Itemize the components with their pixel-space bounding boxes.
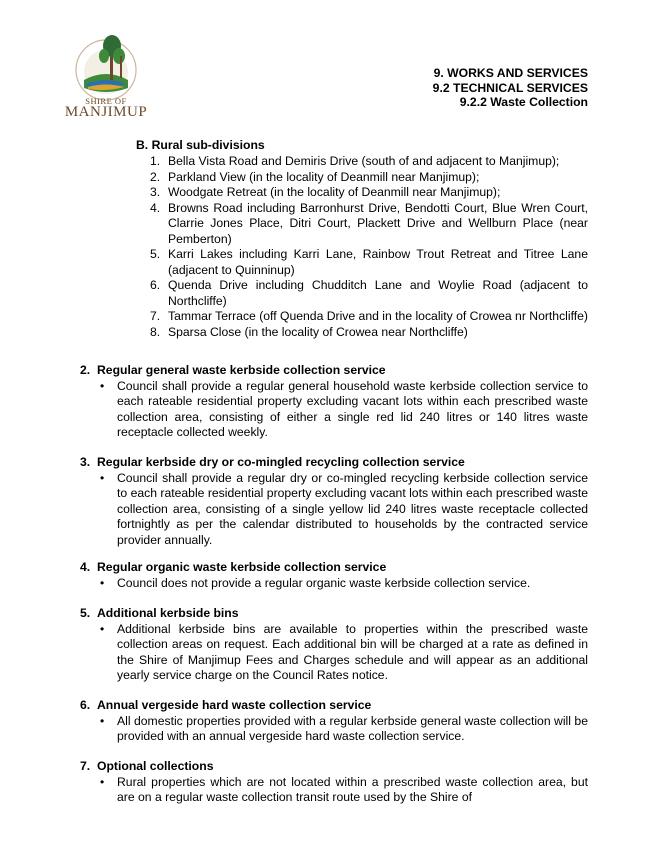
rural-subdivisions-list bbox=[150, 154, 588, 340]
bullet-paragraph: • Council shall provide a regular general household waste kerbside collection service to each rateable residential property excluding vacant lots within each prescribed waste collection area, consisting of either a single red lid 240 litres or 140 litres waste receptacle collected weekly. bbox=[100, 378, 588, 439]
section-organic-waste bbox=[80, 560, 588, 591]
list-item: 7. Tammar Terrace (off Quenda Drive and in the locality of Crowea nr Northcliffe) bbox=[150, 309, 588, 323]
header-line-2: 9.2 TECHNICAL SERVICES bbox=[432, 80, 588, 95]
bullet-paragraph: • Additional kerbside bins are available to properties within the prescribed waste collection areas on request. Each additional bin will be charged at a rate as defined in the Shire of Manjimup Fees and Charges schedule and will appear as an additional yearly service charge on the Council Rates notice. bbox=[100, 621, 588, 682]
section-optional-collections bbox=[80, 759, 588, 806]
list-item: 6. Quenda Drive including Chudditch Lane and Woylie Road (adjacent to Northcliffe) bbox=[150, 278, 588, 308]
section-additional-bins bbox=[80, 606, 588, 684]
section-heading: 6. Annual vergeside hard waste collection service bbox=[80, 698, 372, 712]
section-general-waste bbox=[80, 363, 588, 441]
section-hard-waste bbox=[80, 698, 588, 745]
bullet-paragraph: • All domestic properties provided with a regular kerbside general waste collection will be provided with an annual vergeside hard waste collection service. bbox=[100, 713, 588, 743]
section-heading: 7. Optional collections bbox=[80, 759, 214, 773]
list-item: 5. Karri Lakes including Karri Lane, Rainbow Trout Retreat and Titree Lane (adjacent to Quinninup) bbox=[150, 247, 588, 277]
section-heading: 3. Regular kerbside dry or co-mingled recycling collection service bbox=[80, 455, 465, 469]
list-item: 8. Sparsa Close (in the locality of Crowea near Northcliffe) bbox=[150, 324, 468, 339]
bullet-paragraph: • Rural properties which are not located within a prescribed waste collection area, but are on a regular waste collection transit route used by the Shire of bbox=[100, 774, 588, 804]
section-heading: 5. Additional kerbside bins bbox=[80, 606, 239, 620]
bullet-icon: • bbox=[100, 774, 105, 789]
list-item: 4. Browns Road including Barronhurst Drive, Bendotti Court, Blue Wren Court, Clarrie Jones Place, Ditri Court, Plackett Drive and Wellburn Place (near Pemberton) bbox=[150, 200, 588, 246]
section-heading: 4. Regular organic waste kerbside collection service bbox=[80, 560, 387, 574]
section-recycling bbox=[80, 455, 588, 548]
list-item: 1. Bella Vista Road and Demiris Drive (south of and adjacent to Manjimup); bbox=[150, 154, 560, 168]
list-item: 3. Woodgate Retreat (in the locality of Deanmill near Manjimup); bbox=[150, 185, 501, 199]
bullet-icon: • bbox=[100, 470, 105, 485]
bullet-icon: • bbox=[100, 713, 105, 728]
section-heading: 2. Regular general waste kerbside collection service bbox=[80, 363, 386, 377]
header-line-3: 9.2.2 Waste Collection bbox=[459, 95, 588, 109]
bullet-icon: • bbox=[100, 378, 105, 393]
list-item: 2. Parkland View (in the locality of Deanmill near Manjimup); bbox=[150, 169, 480, 184]
rural-subdivisions-heading: B. Rural sub-divisions bbox=[136, 138, 265, 152]
logo-shire-of: SHIRE OF bbox=[85, 96, 127, 106]
header-line-1: 9. WORKS AND SERVICES bbox=[433, 66, 588, 80]
bullet-paragraph: • Council does not provide a regular organic waste kerbside collection service. bbox=[100, 575, 531, 590]
bullet-icon: • bbox=[100, 621, 105, 636]
bullet-paragraph: • Council shall provide a regular dry or co-mingled recycling kerbside collection service to each rateable residential property excluding vacant lots within each prescribed waste collection area, consisting of a single yellow lid 240 litres waste receptacle collected fortnightly as per the calendar distributed to households by the contracted service provider annually. bbox=[100, 470, 588, 547]
bullet-icon: • bbox=[100, 575, 105, 590]
logo-manjimup: MANJIMUP bbox=[64, 104, 148, 120]
document-header bbox=[433, 66, 588, 110]
